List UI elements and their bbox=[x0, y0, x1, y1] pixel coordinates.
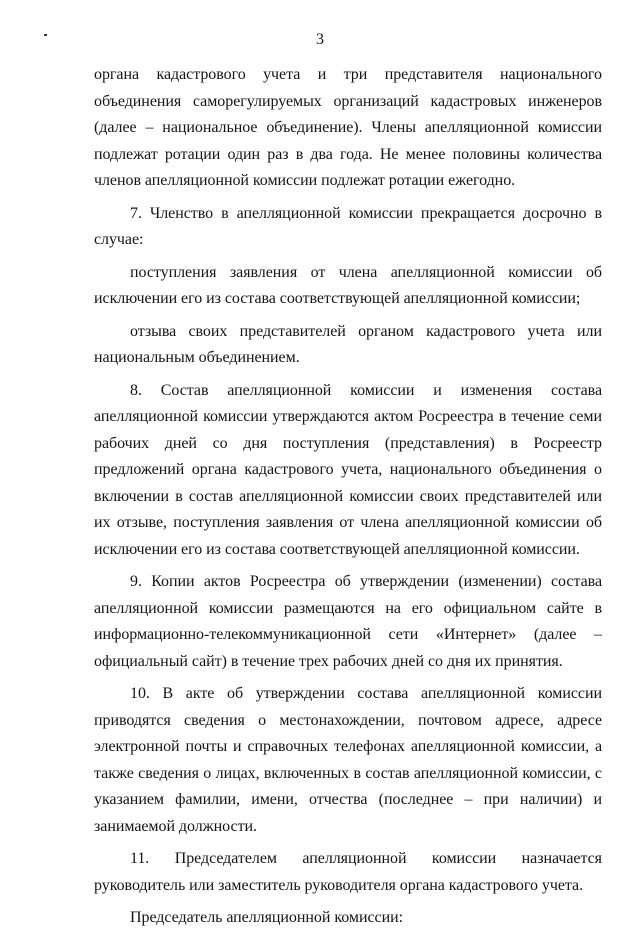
paragraph-7-case-1: поступления заявления от члена апелляционной комиссии об исключении его из состава соответствующей апелляционной комиссии; bbox=[94, 263, 602, 307]
paragraph-8: 8. Состав апелляционной комиссии и изменения состава апелляционной комиссии утверждаются актом Росреестра в течение семи рабочих дней со дня поступления (представления) в Росреестр предложений органа кадастрового учета, национального объединения о включении в состав апелляционной комиссии своих представителей или их отзыве, поступления заявления от члена апелляционной комиссии об исключении его из состава соответствующей апелляционной комиссии. bbox=[94, 381, 602, 558]
paragraph-continuation: органа кадастрового учета и три представителя национального объединения саморегулируемых организаций кадастровых инженеров (далее – национальное объединение). Члены апелляционной комиссии подлежат ротации один раз в два года. Не менее половины количества членов апелляционной комиссии подлежат ротации ежегодно. bbox=[94, 66, 602, 189]
paragraph-7: 7. Членство в апелляционной комиссии прекращается досрочно в случае: bbox=[94, 204, 602, 248]
paragraph-chairman: Председатель апелляционной комиссии: bbox=[130, 909, 403, 926]
paragraph-9: 9. Копии актов Росреестра об утверждении (изменении) состава апелляционной комиссии размещаются на его официальном сайте в информационно-телекоммуникационной сети «Интернет» (далее – официальный сайт) в течение трех рабочих дней со дня их принятия. bbox=[94, 573, 602, 670]
paragraph-7-case-2: отзыва своих представителей органом кадастрового учета или национальным объединением. bbox=[94, 322, 602, 366]
document-body bbox=[94, 62, 602, 932]
paragraph-10: 10. В акте об утверждении состава апелляционной комиссии приводятся сведения о местонахождении, почтовом адресе, адресе электронной почты и справочных телефонах апелляционной комиссии, а также сведения о лицах, включенных в состав апелляционной комиссии, с указанием фамилии, имени, отчества (последнее – при наличии) и занимаемой должности. bbox=[94, 685, 602, 835]
page-number: 3 bbox=[316, 31, 324, 48]
paragraph-11: 11. Председателем апелляционной комиссии назначается руководитель или заместитель руководителя органа кадастрового учета. bbox=[94, 850, 602, 894]
